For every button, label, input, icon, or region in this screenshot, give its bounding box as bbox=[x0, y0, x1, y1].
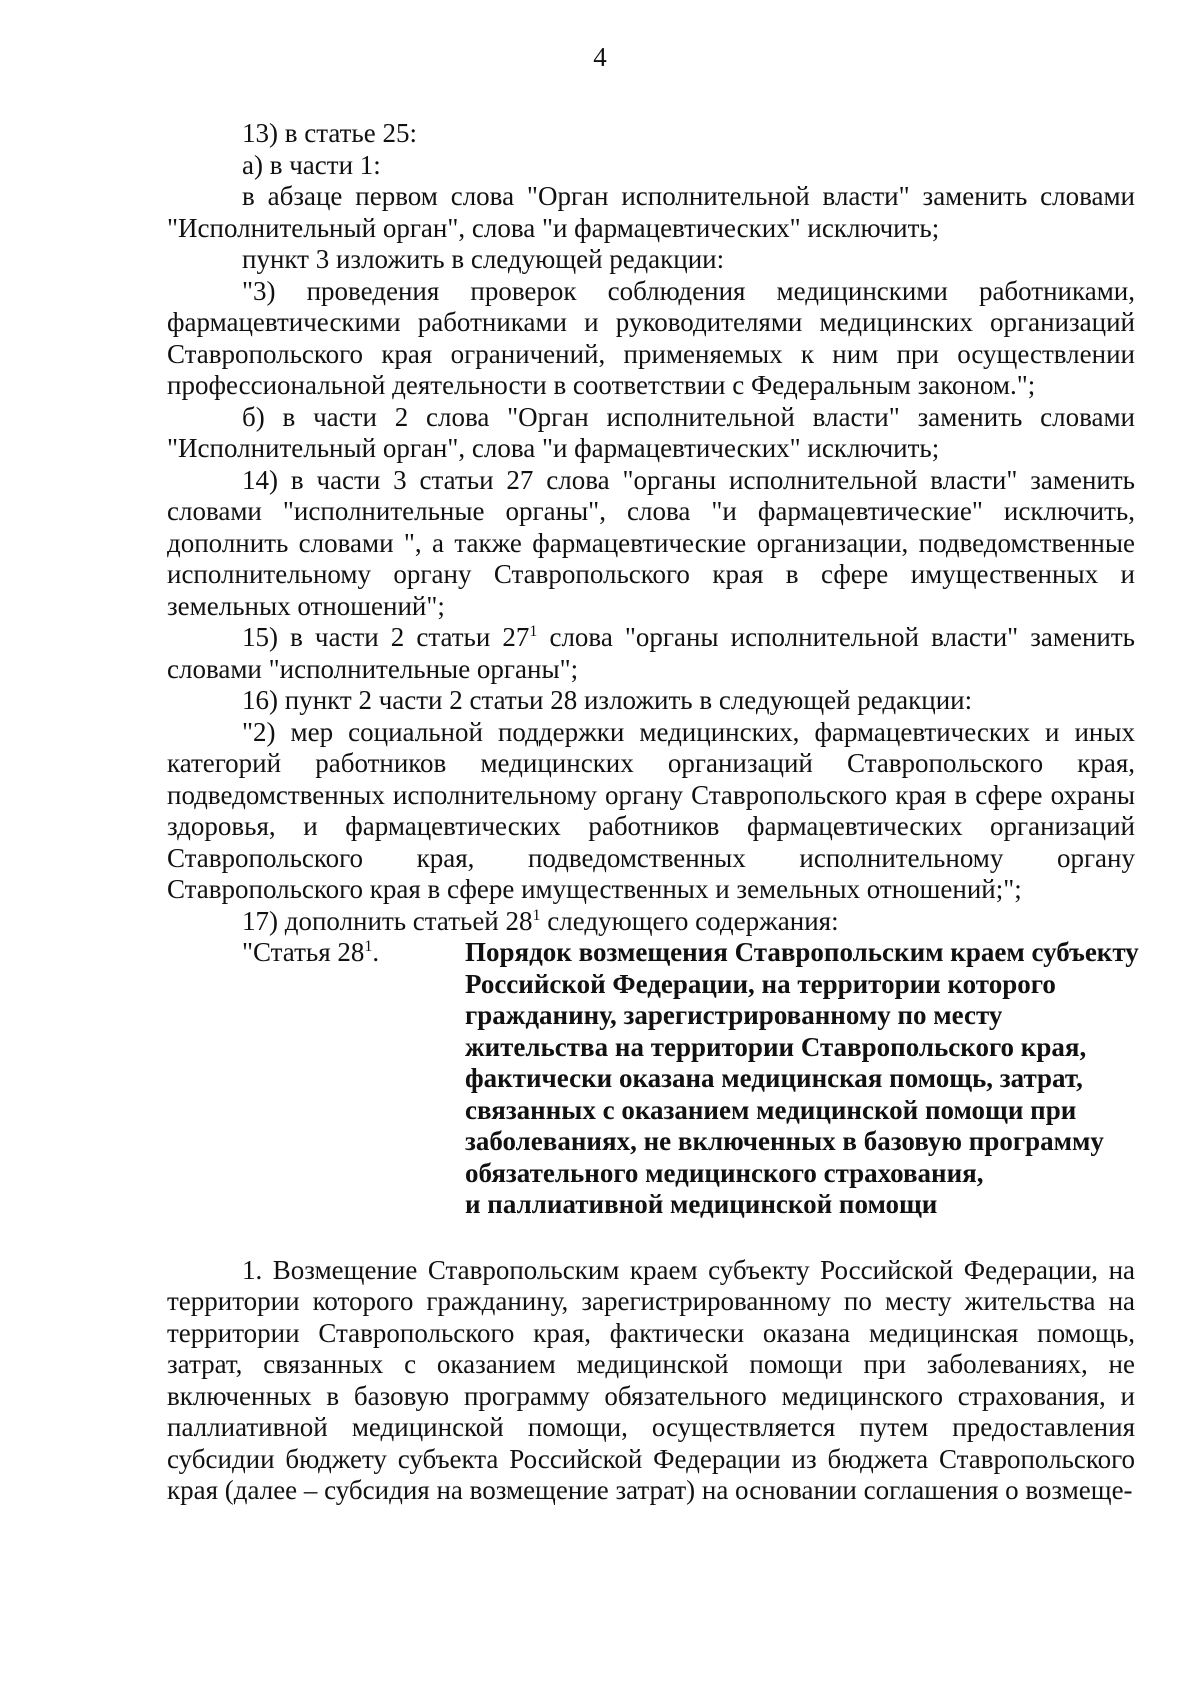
article-title-line: Порядок возмещения Ставропольским краем субъекту bbox=[465, 937, 1139, 967]
paragraph-item-17 bbox=[167, 906, 1135, 938]
paragraph-item-13: 13) в статье 25: bbox=[242, 118, 417, 148]
article-title-line: заболеваниях, не включенных в базовую программу bbox=[465, 1126, 1104, 1156]
page-number: 4 bbox=[593, 42, 607, 72]
article-title-line: и паллиативной медицинской помощи bbox=[465, 1189, 938, 1219]
paragraph-17-before: 17) дополнить статьей 28 bbox=[242, 905, 533, 936]
paragraph-item-13a: а) в части 1: bbox=[242, 149, 381, 180]
paragraph-15-superscript: 1 bbox=[529, 623, 538, 640]
paragraph-item-13a-punkt3: пункт 3 изложить в следующей редакции: bbox=[242, 244, 725, 274]
paragraph-item-14: 14) в части 3 статьи 27 слова "органы исполнительной власти" заменить словами "исполнительные органы", слова "и фармацевтические" исключить, дополнить словами ", а также фармацевтические организации, подведомственные исполнительному органу Ставропольского края в сфере имущественных и земельных отношений"; bbox=[167, 464, 1135, 621]
paragraph-15-before: 15) в части 2 статьи 27 bbox=[242, 622, 530, 652]
paragraph-item-16: 16) пункт 2 части 2 статьи 28 изложить в следующей редакции: bbox=[242, 685, 973, 715]
article-heading-dot: . bbox=[372, 937, 380, 967]
article-title-line: фактически оказана медицинская помощь, затрат, bbox=[465, 1063, 1083, 1093]
article-title-line: гражданину, зарегистрированному по месту bbox=[465, 1000, 1003, 1030]
article-heading bbox=[167, 937, 1139, 1221]
article-title-line: жительства на территории Ставропольского края, bbox=[465, 1031, 1087, 1062]
paragraph-item-16-text: "2) мер социальной поддержки медицинских, фармацевтических и иных категорий работников медицинских организаций Ставропольского края, подведомственных исполнительному органу Ставропольского края в сфере охраны здоровья, и фармацевтических работников фармацевтических организаций Ставропольского края, подведомственных исполнительному органу Ставропольского края в сфере имущественных и земельных отношений;"; bbox=[167, 716, 1135, 904]
paragraph-item-13b: б) в части 2 слова "Орган исполнительной власти" заменить словами "Исполнительный орган", слова "и фармацевтических" исключить; bbox=[167, 401, 1135, 463]
paragraph-item-13a-punkt3-text: "3) проведения проверок соблюдения медицинскими работниками, фармацевтическими работниками и руководителями медицинских организаций Ставропольского края ограничений, применяемых к ним при осуществлении профессиональной деятельности в соответствии с Федеральным законом."; bbox=[167, 275, 1135, 400]
paragraph-17-superscript: 1 bbox=[532, 906, 541, 924]
paragraph-item-13a-abzac: в абзаце первом слова "Орган исполнительной власти" заменить словами "Исполнительный орган", слова "и фармацевтических" исключить; bbox=[167, 181, 1135, 243]
paragraph-17-after: следующего содержания: bbox=[540, 905, 839, 936]
article-heading-superscript: 1 bbox=[364, 938, 373, 955]
article-heading-label: "Статья 28 bbox=[242, 937, 365, 967]
paragraph-15-after: слова "органы исполнительной власти" заменить словами "исполнительные органы"; bbox=[167, 622, 1135, 684]
article-title-line: Российской Федерации, на территории которого bbox=[465, 968, 1056, 999]
article-heading-prefix bbox=[242, 937, 379, 969]
section-spacer bbox=[167, 1221, 1135, 1255]
article-title-line: обязательного медицинского страхования, bbox=[465, 1157, 984, 1188]
paragraph-item-15 bbox=[167, 622, 1135, 685]
article-heading-title bbox=[465, 937, 1139, 1221]
article-part-1: 1. Возмещение Ставропольским краем субъекту Российской Федерации, на территории которого гражданину, зарегистрированному по месту жительства на территории Ставропольского края, фактически оказана медицинская помощь, затрат, связанных с оказанием медицинской помощи при заболеваниях, не включенных в базовую программу обязательного медицинского страхования, и паллиативной медицинской помощи, осуществляется путем предоставления субсидии бюджету субъекта Российской Федерации из бюджета Ставропольского края (далее – субсидия на возмещение затрат) на основании соглашения о возмеще- bbox=[167, 1254, 1135, 1505]
document-body bbox=[167, 118, 1139, 1507]
article-title-line: связанных с оказанием медицинской помощи при bbox=[465, 1094, 1077, 1125]
